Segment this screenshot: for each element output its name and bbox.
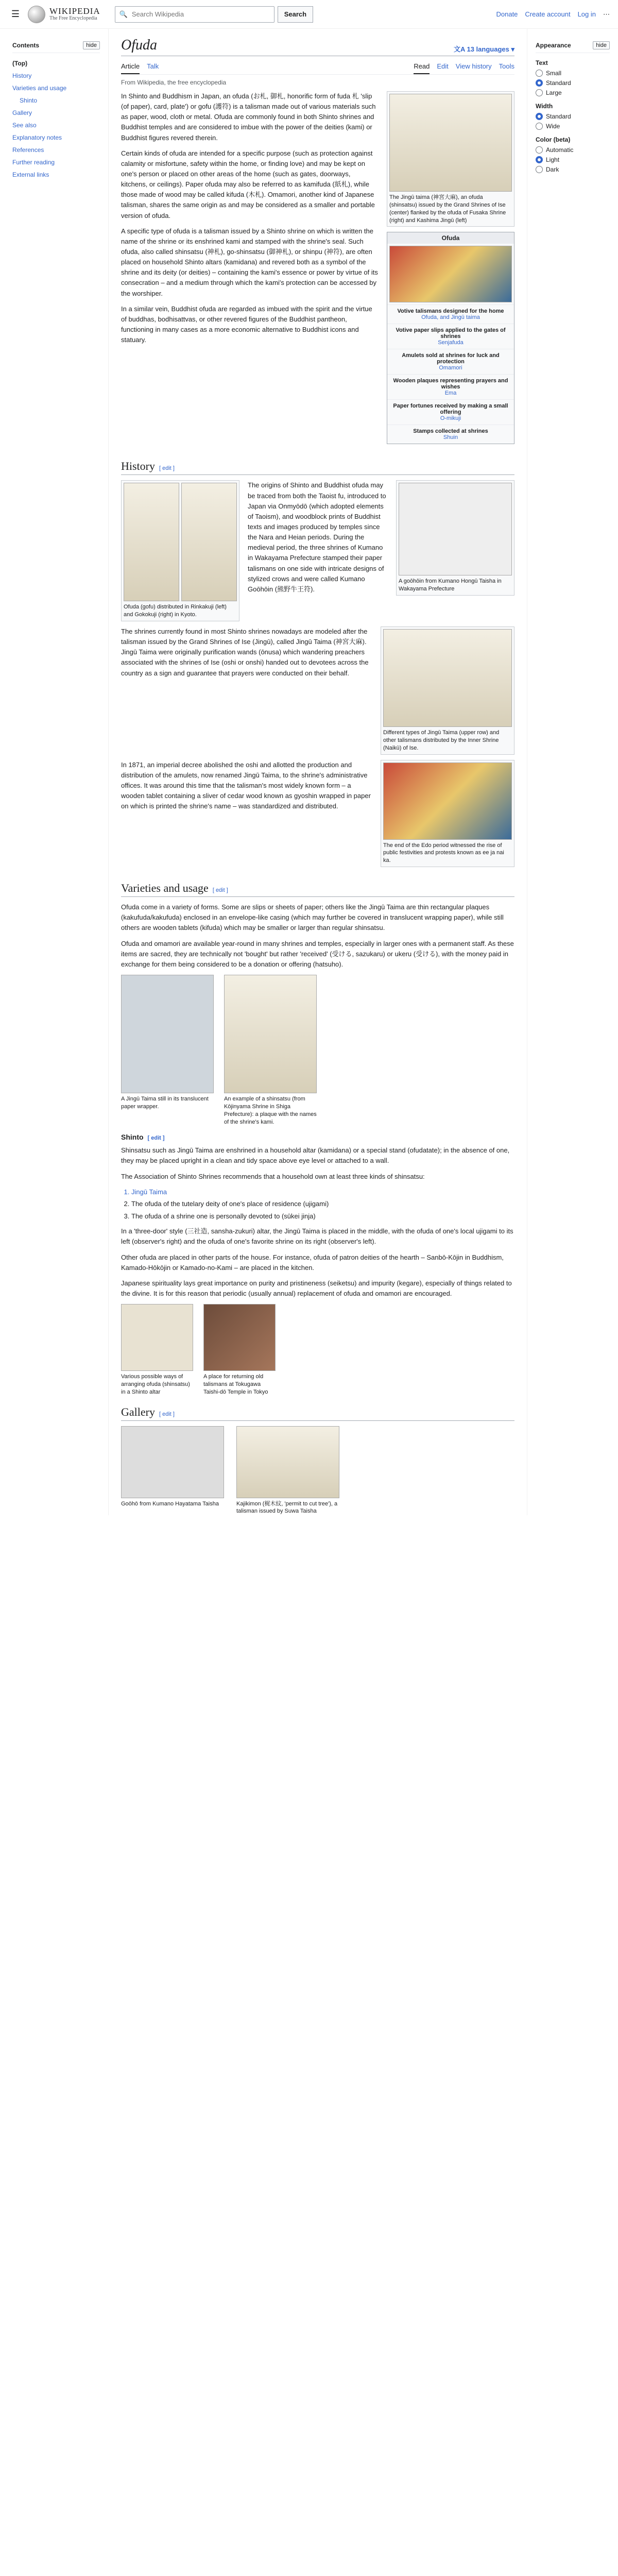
history-paragraph: The origins of Shinto and Buddhist ofuda may be traced from both the Taoist fu, introduced to Japan via Onmyōdō (which adopted elements of Taoism), and woodblock prints of Buddhist texts and images produced by temples since the Nara and Heian periods. During the medieval period, the three shrines of Kumano in Wakayama Prefecture stamped their paper talismans on one side with intricate designs of stylized crows and were called Kumano Goōhōin (熊野牛王符).: [248, 481, 386, 593]
edit-section-link[interactable]: [ edit ]: [212, 887, 228, 894]
article-content: [108, 29, 527, 1515]
varieties-figures: [121, 975, 514, 1126]
section-heading-gallery: Gallery [ edit ]: [121, 1405, 514, 1421]
toc-hide-button[interactable]: hide: [83, 41, 100, 49]
wikipedia-logo[interactable]: [28, 6, 100, 23]
list-item[interactable]: 1. Jingū Taima: [131, 1187, 514, 1197]
search-box[interactable]: [115, 6, 274, 23]
tab-view-history[interactable]: View history: [455, 62, 492, 70]
figure-caption: The end of the Edo period witnessed the rise of public festivities and protests known as ee ja nai ka.: [383, 842, 504, 864]
tab-tools[interactable]: Tools: [499, 62, 514, 70]
shinto-paragraph: Japanese spirituality lays great importance on purity and pristineness (seiketsu) and impurity (kegare), especially of things related to the divine. It is for this reason that periodic (usually annual) replacement of ofuda and omamori are encouraged.: [121, 1279, 512, 1297]
tab-edit[interactable]: Edit: [437, 62, 449, 70]
intro-paragraph: In Shinto and Buddhism in Japan, an ofuda (お札, 御札, honorific form of fuda 札 'slip (of paper), card, plate') or gofu (護符) is a talisman made out of various materials such as paper, wood, cloth or metal. Ofuda are commonly found in both Shinto shrines and Buddhist temples and are considered to imbue with the power of the deities (kami) or Buddhist figures revered therein.: [121, 92, 376, 142]
varieties-figure: A Jingū Taima still in its translucent paper wrapper.: [121, 975, 214, 1126]
toc-sidebar: [0, 29, 108, 1515]
width-wide[interactable]: Wide: [536, 123, 610, 130]
edit-section-link[interactable]: [ edit ]: [147, 1135, 165, 1142]
more-options-icon[interactable]: ⋯: [603, 10, 610, 18]
toc-item-history[interactable]: History: [12, 72, 32, 79]
intro-paragraph: A specific type of ofuda is a talisman issued by a Shinto shrine on which is written the name of the shrine or its enshrined kami and stamped with the shrine's seal. Such ofuda, also called shinsatsu (神札), go-shinsatsu (御神札), or shinpu (神符), are often placed on household Shinto altars (kamidana) and revered both as a symbol of the shrine and its deity (or deities) – containing the kami's essence or power by virtue of its consecration – and a medium through which the kami's protection can be accessed by the worshiper.: [121, 227, 378, 297]
lead-figure: [387, 91, 514, 227]
logo-subtitle: The Free Encyclopedia: [49, 15, 97, 22]
ofuda-image[interactable]: [124, 483, 179, 601]
varieties-figure: An example of a shinsatsu (from Kōjinyama Shrine in Shiga Prefecture): a plaque with the names of the shrine's kami.: [224, 975, 317, 1126]
history-figure-1: [121, 480, 239, 621]
from-line: From Wikipedia, the free encyclopedia: [121, 79, 227, 86]
globe-icon: [28, 6, 45, 23]
history-figure-4: [381, 760, 514, 868]
gallery-image[interactable]: [121, 1426, 224, 1498]
goohoin-image[interactable]: [399, 483, 512, 575]
shinsatsu-image[interactable]: [224, 975, 317, 1093]
user-links: [496, 10, 610, 19]
history-paragraph: In 1871, an imperial decree abolished the oshi and allotted the production and distribution of the amulets, now renamed Jingū Taima, to the shrine's administrative offices. It was around this time that the talisman's most widely known form – a wooden tablet containing a sliver of cedar wood known as gyoshin wrapped in paper on which is printed the shrine's name – was standardized and distributed.: [121, 760, 371, 810]
translate-icon: 文A: [453, 45, 467, 53]
shinsatsu-list: [131, 1187, 514, 1222]
infobox-row: Amulets sold at shrines for luck and protection Omamori: [387, 349, 514, 374]
gallery: [121, 1426, 514, 1516]
ofuda-image[interactable]: [181, 483, 237, 601]
figure-caption: A goōhōin from Kumano Hongū Taisha in Wakayama Prefecture: [399, 578, 502, 592]
section-heading-history: History [ edit ]: [121, 460, 514, 475]
language-count: 13 languages: [467, 45, 509, 53]
toc-item-gallery[interactable]: Gallery: [12, 109, 32, 116]
intro-paragraph: Certain kinds of ofuda are intended for a specific purpose (such as protection against calamity or misfortune, safety within the home, or finding love) and may be kept on one's person or placed on other areas of the home (such as gates, doorways, kitchens, or ceilings). Paper ofuda may also be referred to as kamifuda (紙札), while those made of wood may be called kifuda (木札). Omamori, another kind of Japanese talisman, shares the same origin as and may be considered as a smaller and portable version of ofuda.: [121, 149, 375, 219]
infobox-row: Wooden plaques representing prayers and wishes Ema: [387, 374, 514, 399]
tab-read[interactable]: Read: [414, 59, 430, 74]
donate-link[interactable]: Donate: [496, 10, 518, 18]
search-icon: 🔍: [119, 10, 128, 18]
figure-caption: Ofuda (gofu) distributed in Rinkakuji (left) and Gokokuji (right) in Kyoto.: [124, 604, 227, 618]
page-title: Ofuda: [121, 37, 157, 53]
shinto-paragraph: In a 'three-door' style (三社造, sansha-zukuri) altar, the Jingū Taima is placed in the middle, with the ofuda of one's local ujigami to its left (observer's right) and the ofuda of one's favorite shrine on its right (observer's left).: [121, 1227, 513, 1246]
figure-caption: Different types of Jingū Taima (upper row) and other talismans distributed by the Inner Shrine (Naikū) of Ise.: [383, 730, 500, 751]
lead-caption: The Jingū taima (神宮大麻), an ofuda (shinsatsu) issued by the Grand Shrines of Ise (center) flanked by the ofuda of Fusaka Shrine (right) and Kashima Jingū (left): [389, 194, 506, 224]
tab-talk[interactable]: Talk: [147, 62, 159, 70]
edit-section-link[interactable]: [ edit ]: [159, 465, 175, 472]
main-menu-icon[interactable]: ☰: [11, 9, 20, 19]
infobox-row: Votive talismans designed for the home Ofuda, and Jingū taima: [387, 304, 514, 324]
infobox-row: Stamps collected at shrines Shuin: [387, 425, 514, 444]
toc-item-references[interactable]: References: [12, 146, 44, 154]
color-automatic[interactable]: Automatic: [536, 146, 610, 154]
infobox-row: Votive paper slips applied to the gates of shrines Senjafuda: [387, 324, 514, 349]
site-header: [0, 0, 618, 29]
taima-wrapper-image[interactable]: [121, 975, 214, 1093]
varieties-paragraph: Ofuda and omamori are available year-round in many shrines and temples, especially in larger ones with a permanent staff. As these items are sacred, they are technically not 'bought' but rather 'received' (受ける, sazukaru) or ukeru (受ける), with the money paid in exchange for them being considered to be a donation or offering (hatsuho).: [121, 939, 514, 968]
infobox-image[interactable]: [389, 246, 512, 302]
login-link[interactable]: Log in: [577, 10, 596, 18]
altar-diagram-image[interactable]: [121, 1304, 193, 1371]
list-item: 3. The ofuda of a shrine one is personally devoted to (sūkei jinja): [131, 1211, 514, 1222]
shinto-paragraph: Shinsatsu such as Jingū Taima are enshrined in a household altar (kamidana) or a special stand (ofudatate); in the absence of one, they may be placed upright in a clean and tidy space above eye level or attached to a wall.: [121, 1146, 510, 1165]
tab-article[interactable]: Article: [121, 59, 140, 74]
lead-image[interactable]: [389, 94, 512, 192]
language-button[interactable]: 文A 13 languages ▾: [453, 45, 514, 53]
toc-item-notes[interactable]: Explanatory notes: [12, 134, 62, 141]
toc-item-see-also[interactable]: See also: [12, 122, 37, 129]
section-heading-varieties: Varieties and usage [ edit ]: [121, 882, 514, 897]
width-label: Width: [536, 103, 553, 110]
infobox-title: Ofuda: [387, 232, 514, 244]
jingu-taima-image[interactable]: [383, 629, 512, 727]
toc-item-varieties[interactable]: Varieties and usage: [12, 84, 67, 92]
list-item: 2. The ofuda of the tutelary deity of one's place of residence (ujigami): [131, 1199, 514, 1209]
text-size-small[interactable]: Small: [536, 70, 610, 77]
gallery-image[interactable]: [236, 1426, 339, 1498]
toc-item-further-reading[interactable]: Further reading: [12, 159, 55, 166]
intro-paragraph: In a similar vein, Buddhist ofuda are regarded as imbued with the spirit and the virtue of buddhas, bodhisattvas, or other revered figures of the Buddhist pantheon, functioning in many cases as a more economic alternative to Buddhist icons and statuary.: [121, 304, 372, 344]
toc-item-external-links[interactable]: External links: [12, 171, 49, 178]
text-size-standard[interactable]: Standard: [536, 79, 610, 87]
history-paragraph: The shrines currently found in most Shinto shrines nowadays are modeled after the talisman issued by the Grand Shrines of Ise (Jingū), called Jingū Taima (神宮大麻). Jingū Taima were originally purification wands (ōnusa) which wandering preachers associated with the shrines of Ise (oshi or onshi) handed out to devotees across the country as a sign and guarantee that prayers were conducted on their behalf.: [121, 628, 369, 677]
toc-item-shinto[interactable]: Shinto: [20, 97, 38, 104]
text-size-label: Text: [536, 59, 548, 66]
shinto-figure: Various possible ways of arranging ofuda (shinsatsu) in a Shinto altar: [121, 1304, 193, 1396]
search-input[interactable]: [131, 10, 270, 19]
color-label: Color (beta): [536, 136, 571, 143]
shinto-paragraph: The Association of Shinto Shrines recommends that a household own at least three kinds of shinsatsu:: [121, 1172, 425, 1180]
shinto-figure: A place for returning old talismans at Tokugawa Taishi-dō Temple in Tokyo: [203, 1304, 276, 1396]
history-figure-3: [381, 626, 514, 755]
gallery-item: Kajikimon (梶木紋, 'permit to cut tree'), a talisman issued by Suwa Taisha: [236, 1426, 339, 1516]
logo-title: WIKIPEDIA: [49, 6, 100, 16]
gallery-item: Goōhō from Kumano Hayatama Taisha: [121, 1426, 224, 1516]
infobox: [387, 232, 514, 444]
varieties-paragraph: Ofuda come in a variety of forms. Some are slips or sheets of paper; others like the Jingū Taima are thin rectangular plaques (kakufuda/kakufuda) enclosed in an envelope-like casing (which may further be covered in translucent wrapping paper), while still others are wooden tablets (kifuda) which may be smaller or larger than regular shinsatsu.: [121, 903, 504, 932]
width-standard[interactable]: Standard: [536, 113, 610, 120]
infobox-row: Paper fortunes received by making a small offering O-mikuji: [387, 399, 514, 425]
text-size-large[interactable]: Large: [536, 89, 610, 96]
page-body: [0, 29, 618, 1515]
appearance-panel: [527, 29, 618, 1515]
section-heading-shinto: Shinto [ edit ]: [121, 1133, 165, 1142]
return-place-image[interactable]: [203, 1304, 276, 1371]
appearance-hide-button[interactable]: hide: [593, 41, 610, 49]
ee-ja-nai-ka-image[interactable]: [383, 762, 512, 840]
edit-section-link[interactable]: [ edit ]: [159, 1411, 175, 1417]
history-figure-2: [396, 480, 514, 596]
shinto-figures: [121, 1304, 514, 1396]
color-light[interactable]: Light: [536, 156, 610, 163]
appearance-title: Appearance: [536, 42, 571, 49]
color-dark[interactable]: Dark: [536, 166, 610, 173]
search-button[interactable]: Search: [278, 6, 313, 23]
shinto-paragraph: Other ofuda are placed in other parts of the house. For instance, ofuda of patron deities of the hearth – Sanbō-Kōjin in Buddhism, Kamado-Hōkōjin or Kamado-no-Kami – are placed in the kitchen.: [121, 1253, 504, 1272]
create-account-link[interactable]: Create account: [525, 10, 571, 18]
toc-item-top[interactable]: (Top): [12, 60, 28, 67]
toc-title: Contents: [12, 42, 39, 49]
